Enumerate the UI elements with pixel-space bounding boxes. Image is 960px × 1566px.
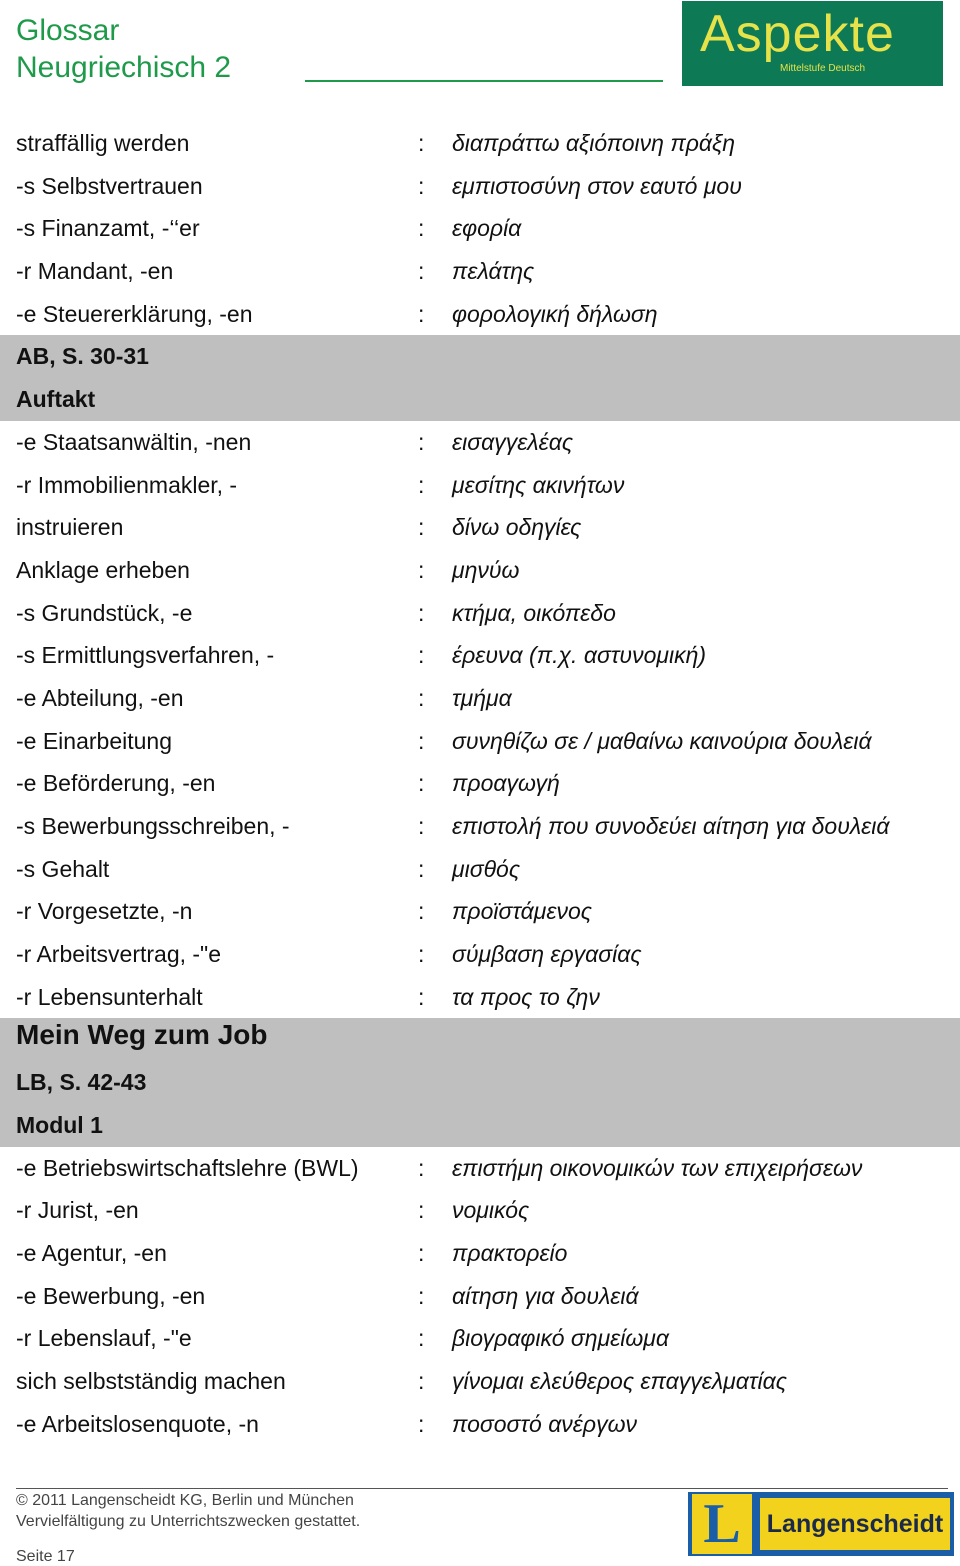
glossary-entry [0, 720, 960, 763]
separator-colon: : [418, 1239, 425, 1266]
header-rule [305, 80, 663, 82]
german-term: Anklage erheben [16, 556, 190, 583]
glossary-entry [0, 1189, 960, 1232]
section-heading-row [0, 1061, 960, 1104]
german-term: -e Staatsanwältin, -nen [16, 428, 252, 455]
copy-notice: Vervielfältigung zu Unterrichtszwecken gestattet. [16, 1513, 361, 1530]
greek-translation: προϊστάμενος [452, 898, 592, 925]
title-line-1: Glossar [16, 14, 120, 47]
greek-translation: πελάτης [452, 258, 535, 285]
aspekte-logo-name: Aspekte [700, 5, 895, 63]
glossary-entry [0, 549, 960, 592]
greek-translation: συνηθίζω σε / μαθαίνω καινούρια δουλειά [452, 727, 872, 754]
glossary-entry [0, 1232, 960, 1275]
section-heading-row [0, 335, 960, 378]
greek-translation: φορολογική δήλωση [452, 300, 658, 327]
german-term: -e Arbeitslosenquote, -n [16, 1410, 259, 1437]
greek-translation: διαπράττω αξιόποινη πράξη [452, 130, 736, 156]
separator-colon: : [418, 428, 425, 455]
glossary-entry [0, 293, 960, 336]
glossary-entry [0, 1275, 960, 1318]
german-term: -s Bewerbungsschreiben, - [16, 813, 290, 839]
separator-colon: : [418, 172, 425, 199]
german-term: -s Selbstvertrauen [16, 172, 203, 199]
greek-translation: τμήμα [452, 684, 512, 711]
glossary-entry [0, 677, 960, 720]
glossary-entry [0, 250, 960, 293]
german-term: -e Betriebswirtschaftslehre (BWL) [16, 1154, 359, 1181]
german-term: -s Gehalt [16, 855, 110, 882]
separator-colon: : [418, 215, 425, 242]
glossary-entry [0, 165, 960, 208]
greek-translation: επιστήμη οικονομικών των επιχειρήσεων [452, 1154, 863, 1181]
greek-translation: τα προς το ζην [452, 983, 600, 1010]
german-term: -r Jurist, -en [16, 1197, 139, 1224]
separator-colon: : [418, 471, 425, 498]
german-term: -s Finanzamt, -‘‘er [16, 215, 200, 242]
page-header [0, 0, 960, 110]
greek-translation: βιογραφικό σημείωμα [452, 1325, 670, 1352]
glossary-entry [0, 1317, 960, 1360]
greek-translation: σύμβαση εργασίας [452, 941, 642, 968]
glossary-entry [0, 1403, 960, 1446]
glossary-entry [0, 1360, 960, 1403]
separator-colon: : [418, 1154, 425, 1181]
separator-colon: : [418, 813, 425, 839]
separator-colon: : [418, 1282, 425, 1309]
section-heading: AB, S. 30-31 [16, 343, 149, 370]
glossary-entry [0, 634, 960, 677]
greek-translation: μηνύω [452, 556, 520, 583]
section-heading: Mein Weg zum Job [16, 1019, 268, 1051]
footer-rule [16, 1488, 948, 1489]
langenscheidt-l-icon: L [692, 1494, 752, 1554]
german-term: -s Grundstück, -e [16, 599, 193, 626]
separator-colon: : [418, 1325, 425, 1352]
glossary-entry [0, 207, 960, 250]
greek-translation: μεσίτης ακινήτων [452, 471, 625, 498]
langenscheidt-logo [688, 1492, 954, 1556]
german-term: -e Steuererklärung, -en [16, 300, 253, 327]
german-term: -r Vorgesetzte, -n [16, 898, 193, 925]
greek-translation: αίτηση για δουλειά [452, 1282, 639, 1309]
german-term: -e Einarbeitung [16, 727, 172, 754]
glossary-entry [0, 805, 960, 848]
greek-translation: νομικός [452, 1197, 530, 1224]
section-heading-row [0, 1104, 960, 1147]
german-term: -s Ermittlungsverfahren, - [16, 642, 275, 669]
langenscheidt-logo-name: Langenscheidt [760, 1498, 950, 1550]
greek-translation: εφορία [452, 215, 522, 242]
aspekte-logo [682, 1, 943, 86]
document-title [16, 12, 231, 86]
separator-colon: : [418, 1410, 425, 1437]
separator-colon: : [418, 130, 425, 156]
german-term: -e Beförderung, -en [16, 770, 216, 797]
german-term: sich selbstständig machen [16, 1367, 286, 1394]
greek-translation: γίνομαι ελεύθερος επαγγελματίας [452, 1367, 787, 1394]
greek-translation: μισθός [452, 855, 521, 882]
glossary-list [0, 122, 960, 1445]
section-heading-row [0, 1018, 960, 1061]
separator-colon: : [418, 300, 425, 327]
separator-colon: : [418, 898, 425, 925]
page-number: Seite 17 [16, 1548, 75, 1565]
glossary-entry [0, 464, 960, 507]
german-term: -r Immobilienmakler, - [16, 471, 238, 498]
separator-colon: : [418, 684, 425, 711]
german-term: instruieren [16, 514, 124, 541]
greek-translation: εμπιστοσύνη στον εαυτό μου [452, 172, 742, 199]
german-term: -r Lebensunterhalt [16, 983, 203, 1010]
greek-translation: επιστολή που συνοδεύει αίτηση για δουλειά [452, 813, 890, 839]
section-heading: LB, S. 42-43 [16, 1069, 147, 1096]
section-heading-row [0, 378, 960, 421]
german-term: -e Agentur, -en [16, 1239, 167, 1266]
glossary-entry [0, 506, 960, 549]
copyright-block [16, 1490, 360, 1532]
separator-colon: : [418, 941, 425, 968]
glossary-entry [0, 1147, 960, 1190]
german-term: -r Arbeitsvertrag, -"e [16, 941, 222, 968]
german-term: -e Abteilung, -en [16, 684, 184, 711]
glossary-entry [0, 421, 960, 464]
german-term: straffällig werden [16, 130, 190, 156]
section-heading: Auftakt [16, 386, 96, 413]
greek-translation: ποσοστό ανέργων [452, 1410, 637, 1437]
glossary-entry [0, 848, 960, 891]
german-term: -r Mandant, -en [16, 258, 174, 285]
separator-colon: : [418, 770, 425, 797]
title-line-2: Neugriechisch 2 [16, 51, 232, 84]
glossary-entry [0, 122, 960, 165]
separator-colon: : [418, 514, 425, 541]
separator-colon: : [418, 855, 425, 882]
glossary-entry [0, 762, 960, 805]
aspekte-logo-subtitle: Mittelstufe Deutsch [780, 63, 866, 74]
separator-colon: : [418, 599, 425, 626]
glossary-entry [0, 976, 960, 1019]
section-heading: Modul 1 [16, 1111, 103, 1138]
glossary-entry [0, 890, 960, 933]
greek-translation: εισαγγελέας [452, 428, 574, 455]
greek-translation: πρακτορείο [452, 1239, 568, 1266]
separator-colon: : [418, 1367, 425, 1394]
copyright-text: © 2011 Langenscheidt KG, Berlin und München [16, 1492, 354, 1509]
separator-colon: : [418, 727, 425, 754]
greek-translation: δίνω οδηγίες [452, 514, 582, 541]
greek-translation: προαγωγή [452, 770, 560, 797]
separator-colon: : [418, 258, 425, 285]
page-footer [0, 1480, 960, 1565]
glossary-entry [0, 933, 960, 976]
separator-colon: : [418, 983, 425, 1010]
separator-colon: : [418, 556, 425, 583]
greek-translation: κτήμα, οικόπεδο [452, 599, 616, 626]
german-term: -r Lebenslauf, -"e [16, 1325, 192, 1352]
separator-colon: : [418, 642, 425, 669]
glossary-entry [0, 592, 960, 635]
greek-translation: έρευνα (π.χ. αστυνομική) [452, 642, 706, 669]
german-term: -e Bewerbung, -en [16, 1282, 206, 1309]
separator-colon: : [418, 1197, 425, 1224]
